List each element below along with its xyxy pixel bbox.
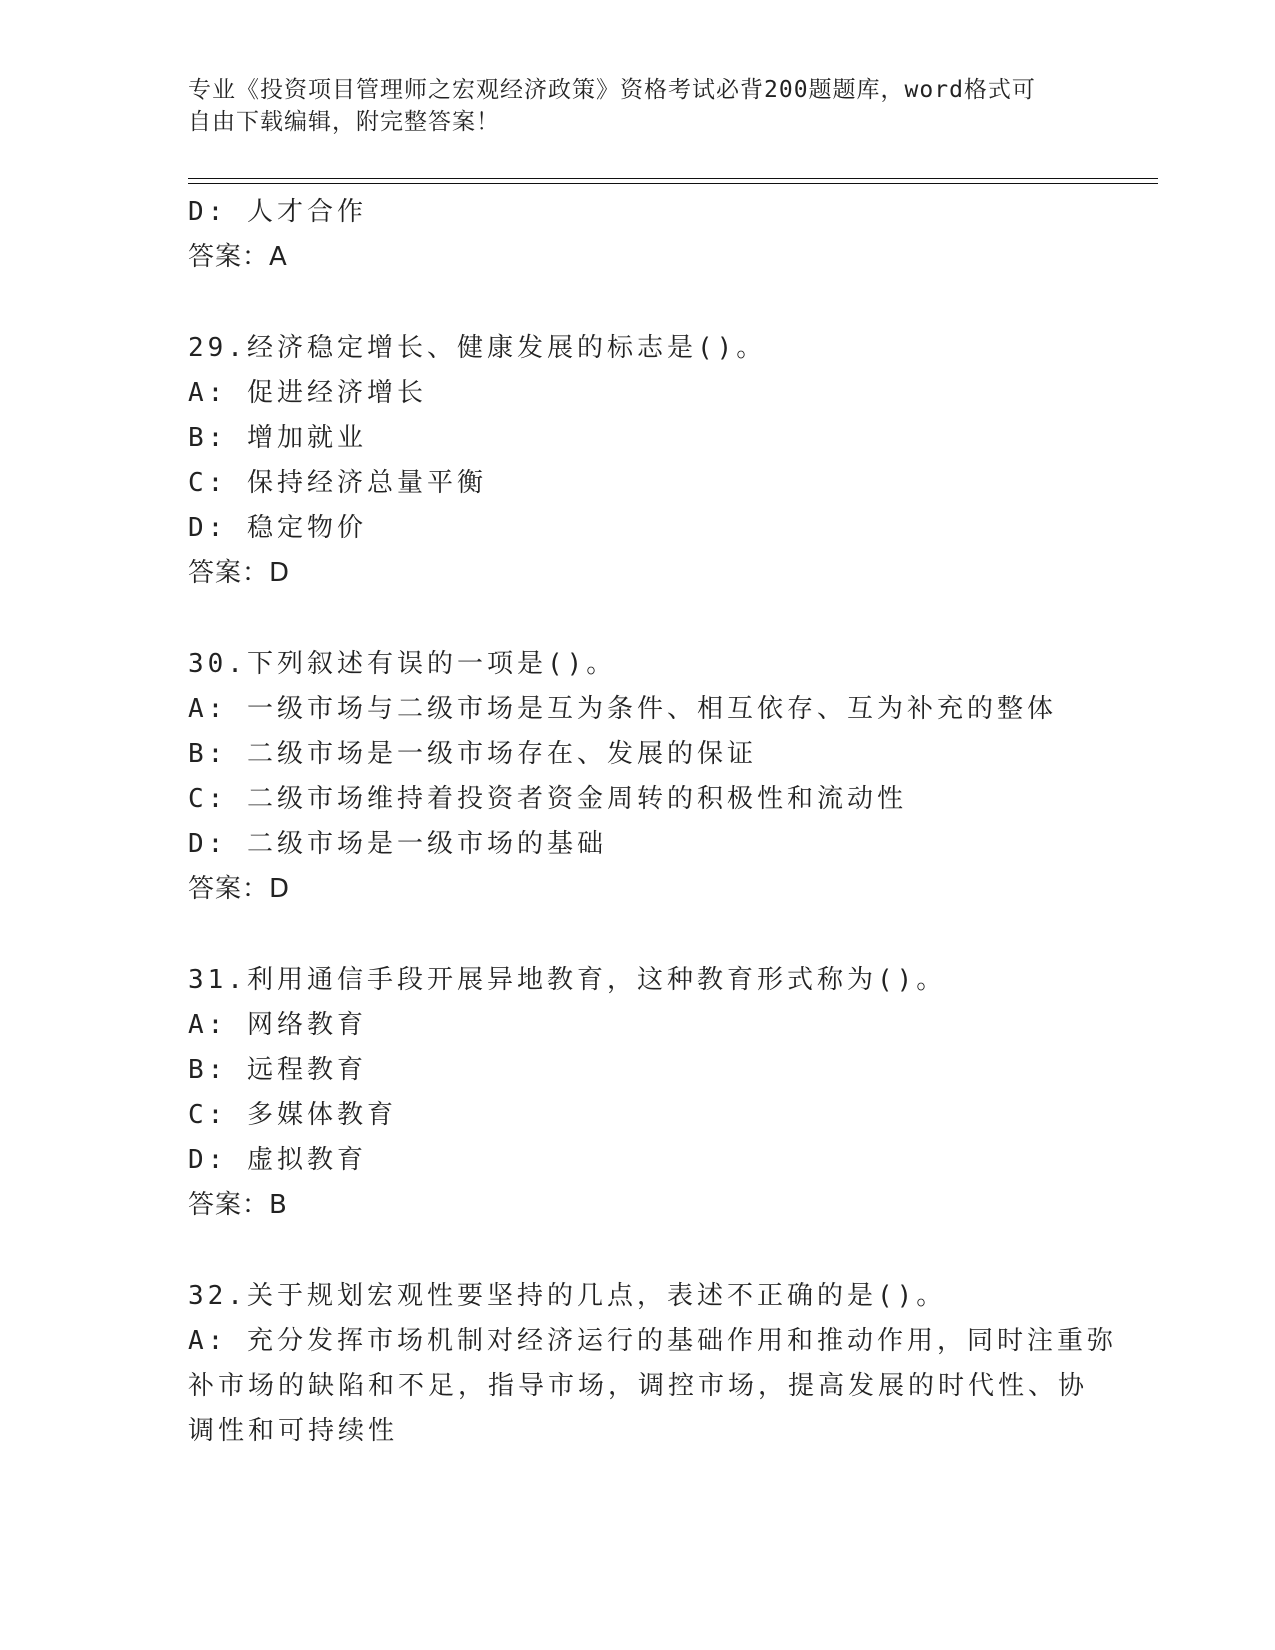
spacer — [188, 912, 1088, 958]
question-stem: 31.利用通信手段开展异地教育，这种教育形式称为()。 — [188, 965, 947, 995]
option-a-line-1: A: 充分发挥市场机制对经济运行的基础作用和推动作用，同时注重弥 — [188, 1326, 1117, 1356]
answer: 答案：D — [188, 874, 291, 904]
answer: 答案：B — [188, 1190, 288, 1220]
spacer — [188, 596, 1088, 642]
option-b: B: 增加就业 — [188, 423, 367, 453]
question-stem: 32.关于规划宏观性要坚持的几点，表述不正确的是()。 — [188, 1281, 947, 1311]
question-31 — [188, 958, 1088, 1228]
question-32 — [188, 1274, 1117, 1454]
header-rule-bottom — [188, 183, 1158, 184]
header-line-1: 专业《投资项目管理师之宏观经济政策》资格考试必背200题题库，word格式可 — [188, 77, 1036, 103]
option-a: A: 网络教育 — [188, 1010, 367, 1040]
option-d: D: 二级市场是一级市场的基础 — [188, 829, 607, 859]
option-a-line-2: 补市场的缺陷和不足，指导市场，调控市场，提高发展的时代性、协 — [188, 1371, 1089, 1401]
question-stem: 29.经济稳定增长、健康发展的标志是()。 — [188, 333, 767, 363]
document-header — [188, 74, 1088, 138]
prev-option-d: D: 人才合作 — [188, 197, 367, 227]
answer: 答案：D — [188, 558, 291, 588]
question-list — [188, 190, 1117, 1454]
header-rule-top — [188, 178, 1158, 179]
prev-answer: 答案：A — [188, 242, 288, 272]
option-d: D: 稳定物价 — [188, 513, 367, 543]
option-b: B: 二级市场是一级市场存在、发展的保证 — [188, 739, 757, 769]
question-29 — [188, 326, 1088, 596]
spacer — [188, 280, 1088, 326]
option-d: D: 虚拟教育 — [188, 1145, 367, 1175]
option-c: C: 二级市场维持着投资者资金周转的积极性和流动性 — [188, 784, 907, 814]
question-stem: 30.下列叙述有误的一项是()。 — [188, 649, 617, 679]
header-line-2: 自由下载编辑，附完整答案！ — [188, 109, 500, 135]
option-c: C: 保持经济总量平衡 — [188, 468, 487, 498]
option-b: B: 远程教育 — [188, 1055, 367, 1085]
option-a-line-3: 调性和可持续性 — [188, 1416, 399, 1446]
question-30 — [188, 642, 1088, 912]
option-a: A: 促进经济增长 — [188, 378, 427, 408]
option-a: A: 一级市场与二级市场是互为条件、相互依存、互为补充的整体 — [188, 694, 1057, 724]
spacer — [188, 1228, 1088, 1274]
option-c: C: 多媒体教育 — [188, 1100, 397, 1130]
